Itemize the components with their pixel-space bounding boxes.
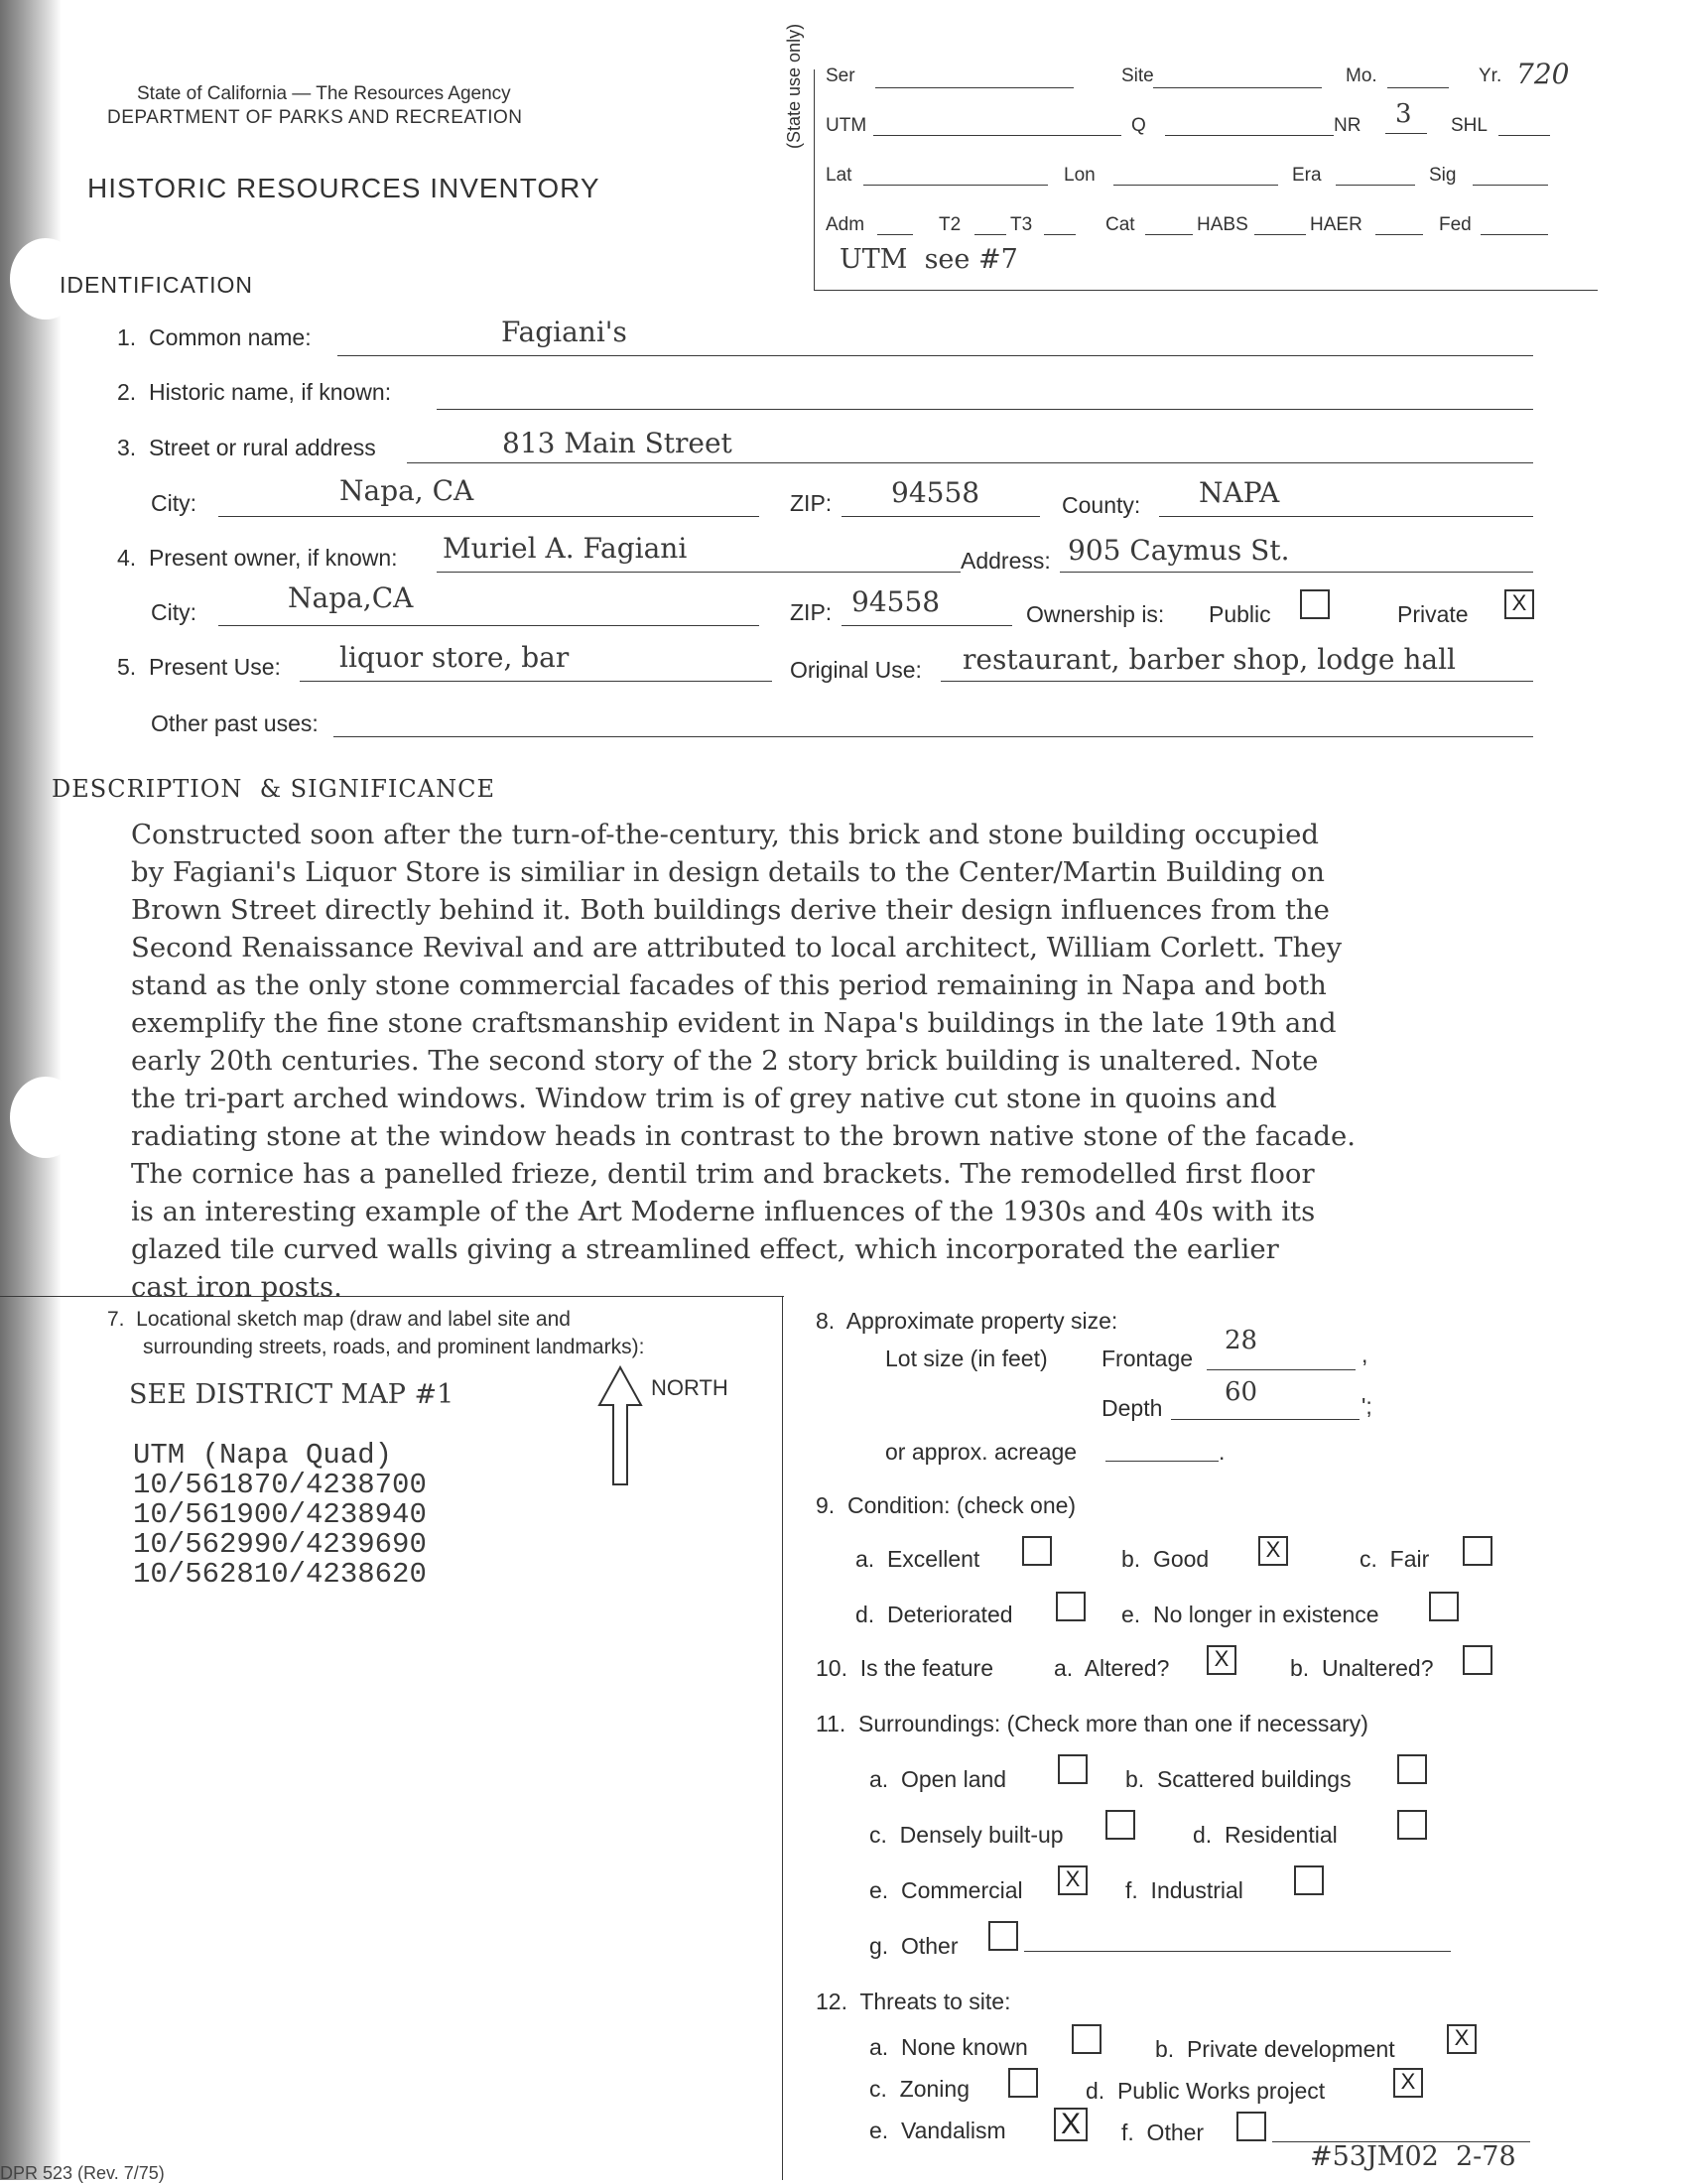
owner-address-line <box>1060 572 1533 573</box>
description-line: early 20th centuries. The second story of the 2 story brick building is unaltered. Note <box>131 1045 1319 1077</box>
residential-label: d. Residential <box>1193 1822 1338 1848</box>
document-id: #53JM02 2-78 <box>1310 2141 1516 2172</box>
ser-label: Ser <box>826 65 855 85</box>
commercial-checkbox[interactable]: X <box>1058 1865 1088 1895</box>
original-use-label: Original Use: <box>790 657 922 683</box>
lat-label: Lat <box>826 165 852 186</box>
condition-deteriorated-label: d. Deteriorated <box>855 1602 1013 1627</box>
form-title: HISTORIC RESOURCES INVENTORY <box>87 173 600 203</box>
densely-checkbox[interactable] <box>1105 1810 1135 1840</box>
frontage-label: Frontage <box>1102 1346 1194 1371</box>
t2-label: T2 <box>939 214 962 235</box>
condition-fair-checkbox[interactable] <box>1463 1536 1492 1566</box>
owner-label: 4. Present owner, if known: <box>117 545 398 571</box>
condition-fair-label: c. Fair <box>1360 1546 1430 1572</box>
yr-value: 720 <box>1516 58 1570 87</box>
public-works-label: d. Public Works project <box>1086 2078 1326 2104</box>
utm-line <box>873 135 1121 136</box>
original-use-line <box>941 681 1533 682</box>
owner-zip-label: ZIP: <box>790 599 833 625</box>
historic-name-label: 2. Historic name, if known: <box>117 379 392 405</box>
sketch-map-border <box>0 1296 784 1297</box>
form-number: DPR 523 (Rev. 7/75) <box>0 2163 165 2183</box>
owner-address-label: Address: <box>961 548 1051 574</box>
other-past-uses-label: Other past uses: <box>151 710 319 736</box>
depth-mark: '; <box>1361 1393 1372 1419</box>
common-name-label: 1. Common name: <box>117 324 312 350</box>
sketch-map-label: surrounding streets, roads, and prominent landmarks): <box>143 1336 645 1358</box>
county-line <box>1159 516 1533 517</box>
property-size-label: 8. Approximate property size: <box>816 1308 1118 1334</box>
q-label: Q <box>1131 115 1146 136</box>
surroundings-label: 11. Surroundings: (Check more than one if necessary) <box>816 1711 1368 1736</box>
cat-line <box>1145 234 1193 235</box>
densely-label: c. Densely built-up <box>869 1822 1064 1848</box>
altered-label: a. Altered? <box>1054 1655 1170 1681</box>
fed-line <box>1481 234 1548 235</box>
present-use-label: 5. Present Use: <box>117 654 281 680</box>
utm-note: UTM see #7 <box>840 244 1018 275</box>
utm-coordinate: 10/562810/4238620 <box>133 1558 427 1591</box>
sketch-map-label: 7. Locational sketch map (draw and label site and <box>107 1308 571 1331</box>
utm-quad-line: UTM (Napa Quad) <box>133 1439 393 1472</box>
t2-line <box>974 234 1006 235</box>
north-arrow-icon <box>595 1365 645 1490</box>
t3-line <box>1044 234 1076 235</box>
description-text <box>131 816 1580 1306</box>
utm-coordinate: 10/561870/4238700 <box>133 1469 427 1501</box>
acreage-period: . <box>1219 1439 1226 1465</box>
owner-line <box>437 572 961 573</box>
surroundings-other-label: g. Other <box>869 1933 959 1959</box>
ownership-label: Ownership is: <box>1026 601 1165 627</box>
site-label: Site <box>1121 65 1154 85</box>
private-label: Private <box>1397 601 1469 627</box>
site-line <box>1153 87 1322 88</box>
original-use-value[interactable]: restaurant, barber shop, lodge hall <box>963 643 1456 676</box>
condition-good-label: b. Good <box>1121 1546 1210 1572</box>
utm-label: UTM <box>826 115 867 136</box>
shl-label: SHL <box>1451 115 1488 136</box>
description-line: radiating stone at the window heads in contrast to the brown native stone of the facade. <box>131 1120 1357 1152</box>
private-development-checkbox[interactable]: X <box>1447 2024 1477 2054</box>
agency-line: State of California — The Resources Agency <box>137 83 511 104</box>
description-line: Constructed soon after the turn-of-the-century, this brick and stone building occupied <box>131 819 1319 850</box>
owner-value[interactable]: Muriel A. Fagiani <box>443 532 688 565</box>
owner-zip-value[interactable]: 94558 <box>851 585 941 618</box>
condition-excellent-label: a. Excellent <box>855 1546 980 1572</box>
private-development-label: b. Private development <box>1155 2036 1395 2062</box>
description-line: cast iron posts. <box>131 1271 342 1303</box>
address-label: 3. Street or rural address <box>117 435 376 460</box>
private-checkbox[interactable]: X <box>1504 589 1534 619</box>
mo-line <box>1387 87 1449 88</box>
common-name-line <box>337 355 1533 356</box>
shl-line <box>1498 135 1550 136</box>
owner-city-line <box>218 625 759 626</box>
cat-label: Cat <box>1105 214 1135 235</box>
condition-good-checkbox[interactable]: X <box>1258 1536 1288 1566</box>
condition-label: 9. Condition: (check one) <box>816 1492 1077 1518</box>
ser-line <box>875 87 1074 88</box>
acreage-field[interactable] <box>1105 1461 1219 1462</box>
address-line <box>407 462 1533 463</box>
depth-label: Depth <box>1102 1395 1163 1421</box>
description-line: stand as the only stone commercial facades of this period remaining in Napa and both <box>131 969 1327 1001</box>
q-line <box>1165 135 1334 136</box>
description-line: glazed tile curved walls giving a streamlined effect, which incorporated the earlier <box>131 1233 1279 1265</box>
condition-excellent-checkbox[interactable] <box>1022 1536 1052 1566</box>
haer-line <box>1375 234 1423 235</box>
depth-line <box>1171 1419 1360 1420</box>
condition-no-longer-checkbox[interactable] <box>1429 1592 1459 1621</box>
punch-hole <box>10 1077 81 1158</box>
depth-value[interactable]: 60 <box>1225 1377 1258 1407</box>
other-past-uses-field[interactable] <box>333 736 1533 737</box>
yr-label: Yr. <box>1479 65 1502 85</box>
public-checkbox[interactable] <box>1300 589 1330 619</box>
adm-line <box>877 234 913 235</box>
owner-address-value[interactable]: 905 Caymus St. <box>1068 534 1290 567</box>
description-line: by Fagiani's Liquor Store is similiar in design details to the Center/Martin Building on <box>131 856 1325 888</box>
scattered-checkbox[interactable] <box>1397 1754 1427 1784</box>
unaltered-label: b. Unaltered? <box>1290 1655 1434 1681</box>
present-use-line <box>300 681 772 682</box>
public-label: Public <box>1209 601 1271 627</box>
lon-label: Lon <box>1064 165 1096 186</box>
haer-label: HAER <box>1310 214 1362 235</box>
nr-line <box>1385 133 1427 134</box>
state-use-border <box>814 290 1598 291</box>
description-heading: DESCRIPTION & SIGNIFICANCE <box>52 775 495 803</box>
none-known-label: a. None known <box>869 2034 1028 2060</box>
owner-zip-line <box>842 625 1012 626</box>
frontage-line <box>1207 1369 1356 1370</box>
frontage-comma: , <box>1361 1342 1368 1367</box>
city-label: City: <box>151 490 196 516</box>
utm-coordinate: 10/561900/4238940 <box>133 1498 427 1531</box>
public-works-checkbox[interactable]: X <box>1393 2068 1423 2098</box>
era-label: Era <box>1292 165 1322 186</box>
description-line: the tri-part arched windows. Window trim is of grey native cut stone in quoins and <box>131 1083 1277 1114</box>
vandalism-checkbox[interactable]: X <box>1054 2108 1088 2141</box>
state-use-side-label: (State use only) <box>784 23 804 149</box>
adm-label: Adm <box>826 214 865 235</box>
present-use-value[interactable]: liquor store, bar <box>339 641 570 674</box>
city-line <box>218 516 759 517</box>
threats-label: 12. Threats to site: <box>816 1989 1011 2014</box>
acreage-label: or approx. acreage <box>885 1439 1078 1465</box>
frontage-value[interactable]: 28 <box>1225 1326 1258 1355</box>
industrial-label: f. Industrial <box>1125 1877 1243 1903</box>
sketch-map-border <box>782 1296 783 2180</box>
lat-line <box>863 185 1048 186</box>
department-line: DEPARTMENT OF PARKS AND RECREATION <box>107 107 523 128</box>
county-value[interactable]: NAPA <box>1199 476 1280 509</box>
open-land-label: a. Open land <box>869 1766 1007 1792</box>
county-label: County: <box>1062 492 1141 518</box>
sig-label: Sig <box>1429 165 1457 186</box>
mo-label: Mo. <box>1346 65 1377 85</box>
fed-label: Fed <box>1439 214 1472 235</box>
habs-line <box>1254 234 1306 235</box>
surroundings-other-checkbox[interactable] <box>988 1921 1018 1951</box>
lon-line <box>1113 185 1278 186</box>
industrial-checkbox[interactable] <box>1294 1865 1324 1895</box>
zoning-checkbox[interactable] <box>1008 2068 1038 2098</box>
north-label: NORTH <box>651 1375 728 1400</box>
lot-size-label: Lot size (in feet) <box>885 1346 1048 1371</box>
condition-deteriorated-checkbox[interactable] <box>1056 1592 1086 1621</box>
surroundings-other-field[interactable] <box>1024 1951 1451 1952</box>
zip-value[interactable]: 94558 <box>891 476 980 509</box>
description-line: Brown Street directly behind it. Both buildings derive their design influences from the <box>131 894 1330 926</box>
era-line <box>1336 185 1415 186</box>
habs-label: HABS <box>1197 214 1248 235</box>
description-line: is an interesting example of the Art Moderne influences of the 1930s and 40s with its <box>131 1196 1316 1227</box>
none-known-checkbox[interactable] <box>1072 2024 1102 2054</box>
see-district-map: SEE DISTRICT MAP #1 <box>129 1379 454 1410</box>
commercial-label: e. Commercial <box>869 1877 1023 1903</box>
description-line: exemplify the fine stone craftsmanship evident in Napa's buildings in the late 19th and <box>131 1007 1337 1039</box>
description-line: Second Renaissance Revival and are attributed to local architect, William Corlett. They <box>131 932 1343 964</box>
open-land-checkbox[interactable] <box>1058 1754 1088 1784</box>
condition-no-longer-label: e. No longer in existence <box>1121 1602 1379 1627</box>
sig-line <box>1473 185 1548 186</box>
zip-label: ZIP: <box>790 490 833 516</box>
residential-checkbox[interactable] <box>1397 1810 1427 1840</box>
owner-city-value[interactable]: Napa,CA <box>288 581 414 614</box>
unaltered-checkbox[interactable] <box>1463 1645 1492 1675</box>
description-line: The cornice has a panelled frieze, dentil trim and brackets. The remodelled first floor <box>131 1158 1315 1190</box>
nr-label: NR <box>1334 115 1361 136</box>
altered-checkbox[interactable]: X <box>1207 1645 1236 1675</box>
identification-heading: IDENTIFICATION <box>60 272 254 298</box>
city-value[interactable]: Napa, CA <box>339 474 474 507</box>
address-value[interactable]: 813 Main Street <box>502 427 732 459</box>
state-use-border <box>814 69 815 290</box>
utm-coordinate: 10/562990/4239690 <box>133 1528 427 1561</box>
t3-label: T3 <box>1010 214 1033 235</box>
scattered-label: b. Scattered buildings <box>1125 1766 1352 1792</box>
owner-city-label: City: <box>151 599 196 625</box>
threats-other-checkbox[interactable] <box>1236 2112 1266 2141</box>
nr-value: 3 <box>1395 99 1412 129</box>
zip-line <box>842 516 1040 517</box>
threats-other-label: f. Other <box>1121 2120 1205 2145</box>
historic-name-field[interactable] <box>437 409 1533 410</box>
vandalism-label: e. Vandalism <box>869 2118 1006 2143</box>
zoning-label: c. Zoning <box>869 2076 970 2102</box>
feature-label: 10. Is the feature <box>816 1655 994 1681</box>
common-name-value[interactable]: Fagiani's <box>501 316 627 348</box>
